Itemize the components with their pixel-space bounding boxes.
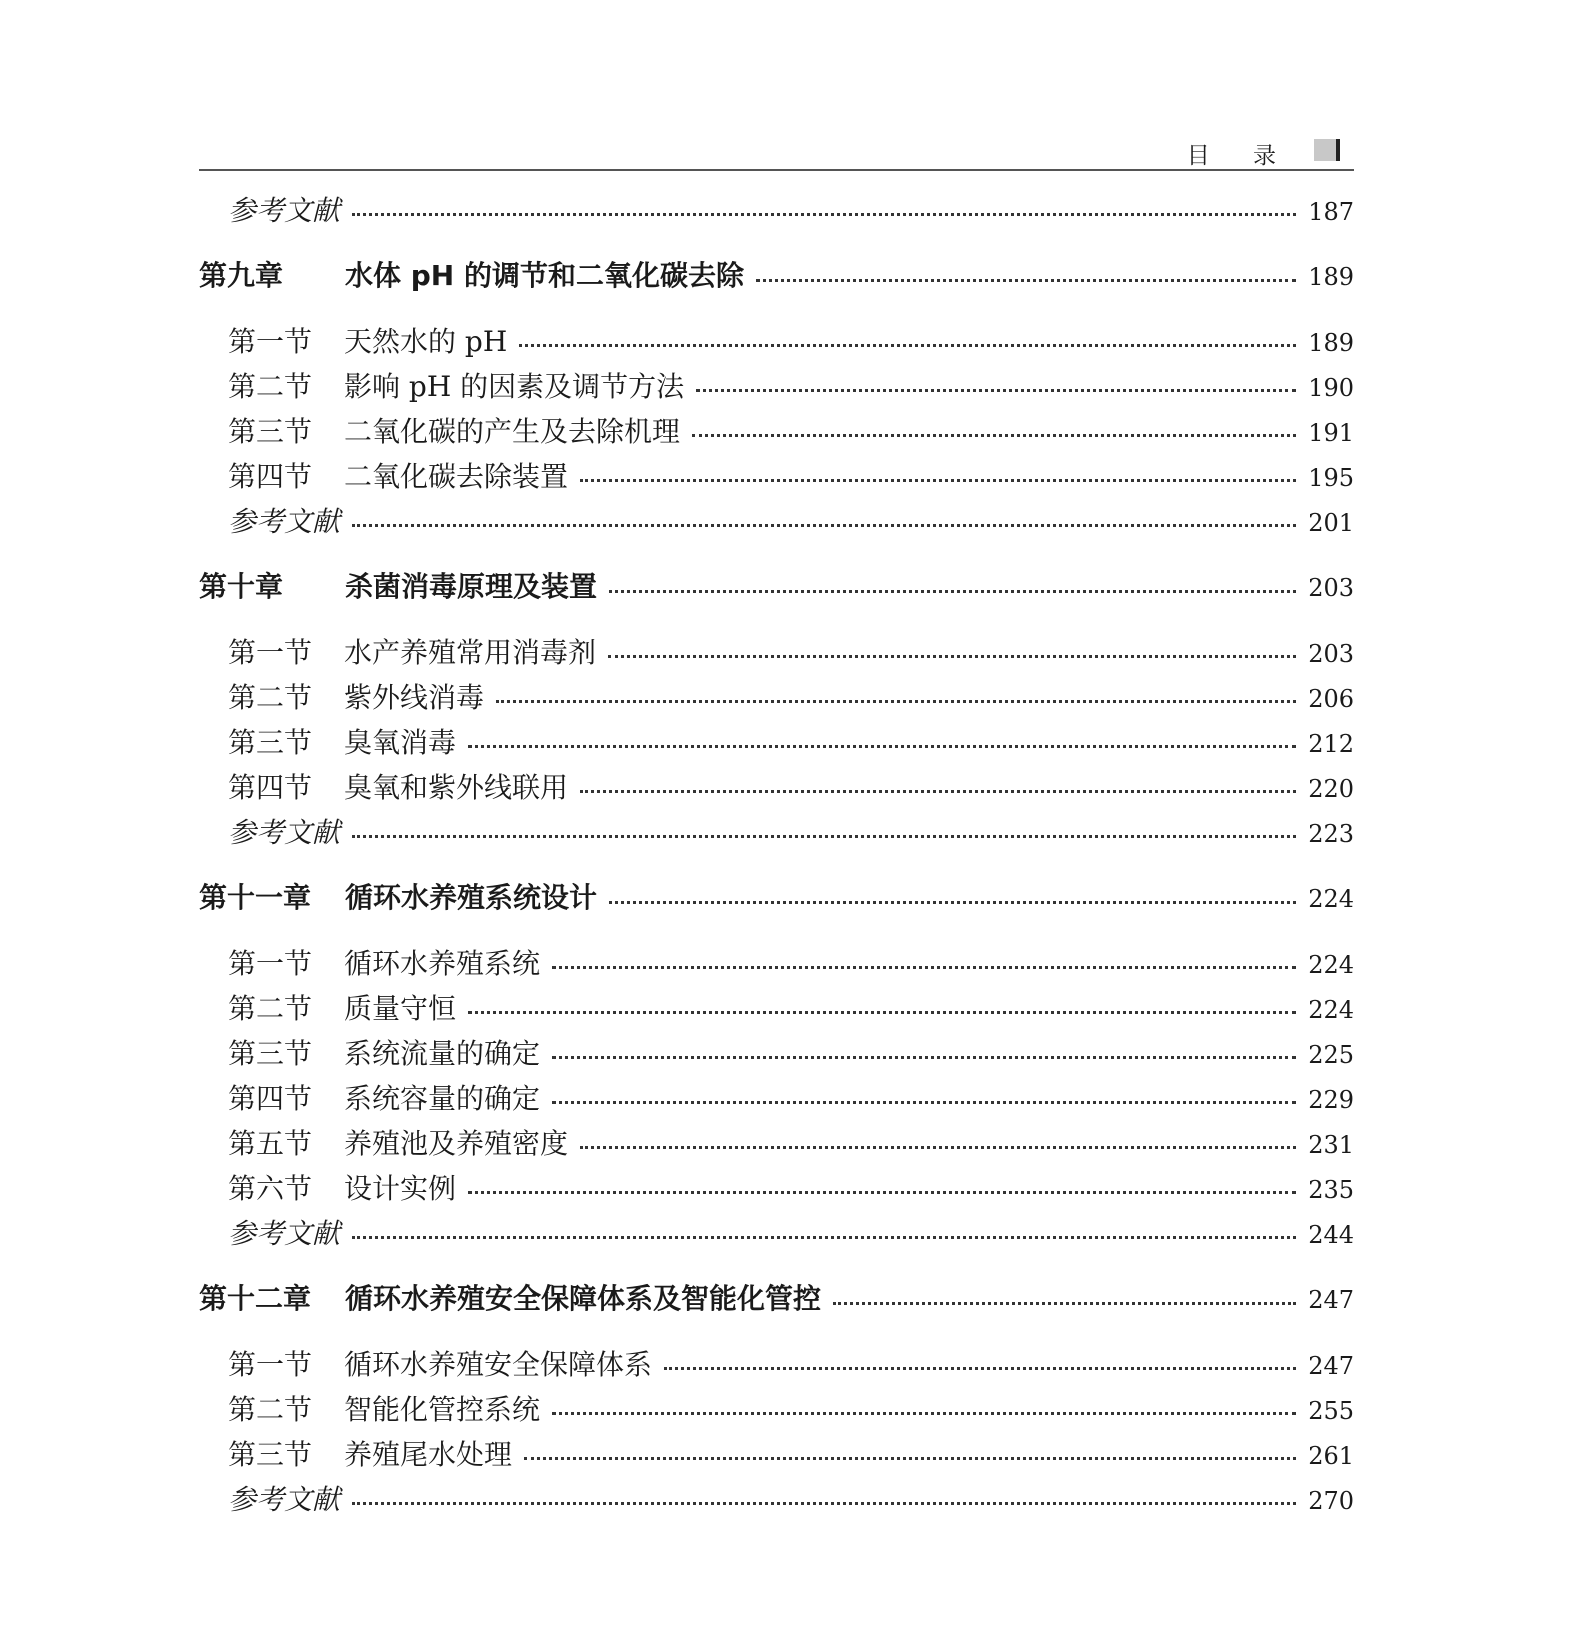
toc-entry-title: 影响 pH 的因素及调节方法	[344, 370, 685, 403]
toc-entry-title: 循环水养殖安全保障体系及智能化管控	[345, 1282, 822, 1315]
toc-chapter-entry[interactable]	[199, 875, 1354, 921]
toc-entry-number: 第四节	[228, 460, 313, 493]
toc-page-number: 261	[1308, 1442, 1354, 1470]
toc-entry-number: 第四节	[228, 771, 313, 804]
toc-entry-label	[199, 941, 540, 986]
toc-entry-number: 第四节	[228, 1082, 313, 1115]
dot-leader	[524, 1457, 1296, 1460]
toc-entry-label	[199, 675, 484, 720]
toc-entry-number: 第二节	[228, 992, 313, 1025]
toc-entry-title: 参考文献	[228, 505, 341, 538]
toc-page-number: 195	[1308, 464, 1354, 492]
toc-page-number: 206	[1308, 685, 1354, 713]
toc-entry-label	[199, 253, 744, 298]
toc-entry-title: 天然水的 pH	[344, 325, 508, 358]
toc-entry-title: 参考文献	[228, 1483, 341, 1516]
toc-entry-title: 系统流量的确定	[344, 1037, 541, 1070]
dot-leader	[352, 1502, 1296, 1505]
toc-entry-title: 循环水养殖安全保障体系	[344, 1348, 653, 1381]
toc-entry-label	[199, 188, 340, 233]
toc-entry-title: 系统容量的确定	[344, 1082, 541, 1115]
toc-page-number: 189	[1308, 263, 1354, 291]
toc-ref-entry[interactable]	[199, 810, 1354, 855]
dot-leader	[468, 1011, 1296, 1014]
toc-section-entry[interactable]	[199, 1031, 1354, 1076]
toc-page-number: 191	[1308, 419, 1354, 447]
toc-entry-label	[199, 765, 568, 810]
toc-section-entry[interactable]	[199, 364, 1354, 409]
toc-page-number: 203	[1308, 640, 1354, 668]
toc-entry-label	[199, 1477, 340, 1522]
toc-entry-title: 循环水养殖系统设计	[345, 881, 598, 914]
toc-entry-title: 臭氧消毒	[344, 726, 457, 759]
toc-entry-title: 循环水养殖系统	[344, 947, 541, 980]
toc-entry-number: 第十二章	[199, 1282, 312, 1315]
toc-entry-number: 第三节	[228, 1037, 313, 1070]
toc-section-entry[interactable]	[199, 1166, 1354, 1211]
toc-entry-number: 第十一章	[199, 881, 312, 914]
toc-entry-label	[199, 875, 597, 920]
dot-leader	[352, 1236, 1296, 1239]
toc-entry-label	[199, 1276, 821, 1321]
toc-entry-number: 第五节	[228, 1127, 313, 1160]
dot-leader	[692, 434, 1296, 437]
toc-entry-title: 参考文献	[228, 816, 341, 849]
toc-page-number: 190	[1308, 374, 1354, 402]
toc-section-entry[interactable]	[199, 1342, 1354, 1387]
dot-leader	[609, 901, 1296, 904]
dot-leader	[664, 1367, 1296, 1370]
toc-entry-label	[199, 1121, 568, 1166]
dot-leader	[696, 389, 1296, 392]
toc-entry-label	[199, 1432, 512, 1477]
toc-entry-label	[199, 499, 340, 544]
toc-entry-number: 第九章	[199, 259, 284, 292]
toc-entry-number: 第一节	[228, 636, 313, 669]
toc-entry-label	[199, 630, 596, 675]
toc-entry-number: 第二节	[228, 681, 313, 714]
dot-leader	[608, 655, 1296, 658]
toc-entry-title: 紫外线消毒	[344, 681, 485, 714]
toc-page-number: 235	[1308, 1176, 1354, 1204]
toc-page-number: 212	[1308, 730, 1354, 758]
toc-entry-title: 养殖尾水处理	[344, 1438, 513, 1471]
toc-entry-label	[199, 1387, 540, 1432]
toc-entry-title: 杀菌消毒原理及装置	[345, 570, 598, 603]
toc-ref-entry[interactable]	[199, 188, 1354, 233]
dot-leader	[352, 835, 1296, 838]
toc-entry-number: 第二节	[228, 370, 313, 403]
toc-entry-number: 第三节	[228, 726, 313, 759]
dot-leader	[352, 213, 1296, 216]
toc-entry-title: 水产养殖常用消毒剂	[344, 636, 597, 669]
toc-entry-label	[199, 986, 456, 1031]
toc-page-number: 203	[1308, 574, 1354, 602]
toc-section-entry[interactable]	[199, 319, 1354, 364]
toc-entry-label	[199, 720, 456, 765]
dot-leader	[580, 479, 1296, 482]
toc-section-entry[interactable]	[199, 1432, 1354, 1477]
dot-leader	[552, 966, 1296, 969]
toc-section-entry[interactable]	[199, 720, 1354, 765]
dot-leader	[756, 279, 1296, 282]
toc-page-number: 255	[1308, 1397, 1354, 1425]
dot-leader	[580, 1146, 1296, 1149]
dot-leader	[519, 344, 1296, 347]
toc-entry-number: 第一节	[228, 947, 313, 980]
toc-entry-title: 二氧化碳的产生及去除机理	[344, 415, 681, 448]
toc-section-entry[interactable]	[199, 409, 1354, 454]
toc-page-number: 244	[1308, 1221, 1354, 1249]
toc-page-number: 189	[1308, 329, 1354, 357]
toc-page-number: 247	[1308, 1286, 1354, 1314]
toc-section-entry[interactable]	[199, 765, 1354, 810]
toc-section-entry[interactable]	[199, 941, 1354, 986]
toc-page-number: 201	[1308, 509, 1354, 537]
toc-page-number: 223	[1308, 820, 1354, 848]
toc-entry-number: 第六节	[228, 1172, 313, 1205]
toc-chapter-entry[interactable]	[199, 564, 1354, 610]
toc-entry-label	[199, 1166, 456, 1211]
toc-section-entry[interactable]	[199, 454, 1354, 499]
toc-entry-label	[199, 409, 680, 454]
dot-leader	[468, 1191, 1296, 1194]
toc-entry-title: 二氧化碳去除装置	[344, 460, 569, 493]
toc-section-entry[interactable]	[199, 675, 1354, 720]
toc-entry-number: 第二节	[228, 1393, 313, 1426]
toc-page-number: 225	[1308, 1041, 1354, 1069]
toc-ref-entry[interactable]	[199, 499, 1354, 544]
table-of-contents	[199, 188, 1354, 1522]
toc-entry-label	[199, 1342, 652, 1387]
header-title: 目 录	[1186, 143, 1294, 169]
dot-leader	[609, 590, 1296, 593]
toc-entry-label	[199, 1031, 540, 1076]
header-corner-mark	[1314, 139, 1340, 161]
toc-chapter-entry[interactable]	[199, 253, 1354, 299]
toc-chapter-entry[interactable]	[199, 1276, 1354, 1322]
toc-entry-title: 养殖池及养殖密度	[344, 1127, 569, 1160]
toc-page-number: 247	[1308, 1352, 1354, 1380]
toc-section-entry[interactable]	[199, 1076, 1354, 1121]
toc-page-number: 224	[1308, 996, 1354, 1024]
toc-entry-title: 水体 pH 的调节和二氧化碳去除	[345, 259, 744, 292]
toc-section-entry[interactable]	[199, 1387, 1354, 1432]
dot-leader	[352, 524, 1296, 527]
dot-leader	[833, 1302, 1296, 1305]
dot-leader	[552, 1101, 1296, 1104]
toc-entry-title: 参考文献	[228, 1217, 341, 1250]
dot-leader	[552, 1056, 1296, 1059]
toc-entry-label	[199, 319, 507, 364]
toc-ref-entry[interactable]	[199, 1211, 1354, 1256]
toc-section-entry[interactable]	[199, 1121, 1354, 1166]
toc-section-entry[interactable]	[199, 986, 1354, 1031]
toc-page-number: 220	[1308, 775, 1354, 803]
toc-section-entry[interactable]	[199, 630, 1354, 675]
toc-page-number: 224	[1308, 951, 1354, 979]
dot-leader	[552, 1412, 1296, 1415]
toc-entry-title: 智能化管控系统	[344, 1393, 541, 1426]
toc-entry-number: 第三节	[228, 1438, 313, 1471]
toc-entry-title: 臭氧和紫外线联用	[344, 771, 569, 804]
toc-entry-label	[199, 364, 684, 409]
dot-leader	[580, 790, 1296, 793]
toc-entry-label	[199, 810, 340, 855]
toc-entry-number: 第三节	[228, 415, 313, 448]
toc-entry-number: 第一节	[228, 325, 313, 358]
dot-leader	[468, 745, 1296, 748]
toc-entry-label	[199, 454, 568, 499]
toc-page-number: 229	[1308, 1086, 1354, 1114]
toc-entry-title: 参考文献	[228, 194, 341, 227]
toc-entry-number: 第十章	[199, 570, 284, 603]
toc-page-number: 270	[1308, 1487, 1354, 1515]
toc-entry-title: 设计实例	[344, 1172, 457, 1205]
dot-leader	[496, 700, 1296, 703]
toc-page-number: 231	[1308, 1131, 1354, 1159]
toc-page-number: 224	[1308, 885, 1354, 913]
toc-ref-entry[interactable]	[199, 1477, 1354, 1522]
toc-entry-label	[199, 1211, 340, 1256]
toc-entry-title: 质量守恒	[344, 992, 457, 1025]
toc-entry-number: 第一节	[228, 1348, 313, 1381]
running-header	[199, 125, 1354, 171]
toc-entry-label	[199, 1076, 540, 1121]
toc-page-number: 187	[1308, 198, 1354, 226]
toc-entry-label	[199, 564, 597, 609]
